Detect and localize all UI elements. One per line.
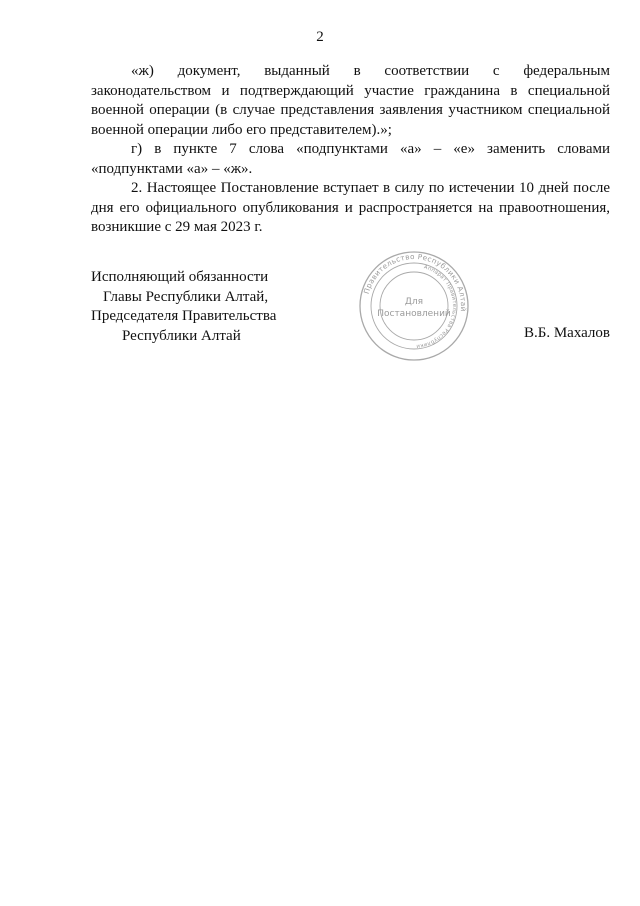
signatory-name: В.Б. Махалов [523,325,610,341]
position-line: Председателя Правительства [91,308,277,324]
position-line: Главы Республики Алтай, [103,288,269,305]
seal-center-line: Для [404,297,424,307]
seal-outer-text: Правительство Республики Алтай [361,251,469,313]
paragraph-effective-date: 2. Настоящее Постановление вступает в силу по истечении 10 дней после дня его официального опубликования и распространяется на правоотношения, возникшие с 29 мая 2023 г. [91,180,610,235]
official-seal-stamp [358,250,470,362]
position-line: Исполняющий обязанности [91,269,269,285]
signatory-position [91,268,331,346]
document-body [91,62,610,238]
seal-center-line: Постановлений [377,309,451,319]
position-line: Республики Алтай [122,327,241,344]
paragraph-item-g: г) в пункте 7 слова «подпунктами «а» – «е» заменить словами «подпунктами «а» – «ж». [91,141,610,177]
seal-inner-text: Аппарат Правительства Республики [415,264,458,349]
paragraph-item-zh: «ж) документ, выданный в соответствии с федеральным законодательством и подтверждающий участие гражданина в специальной военной операции (в случае представления заявления участником специальной военной операции либо его представителем).»; [91,63,610,138]
page-number: 2 [316,29,324,45]
